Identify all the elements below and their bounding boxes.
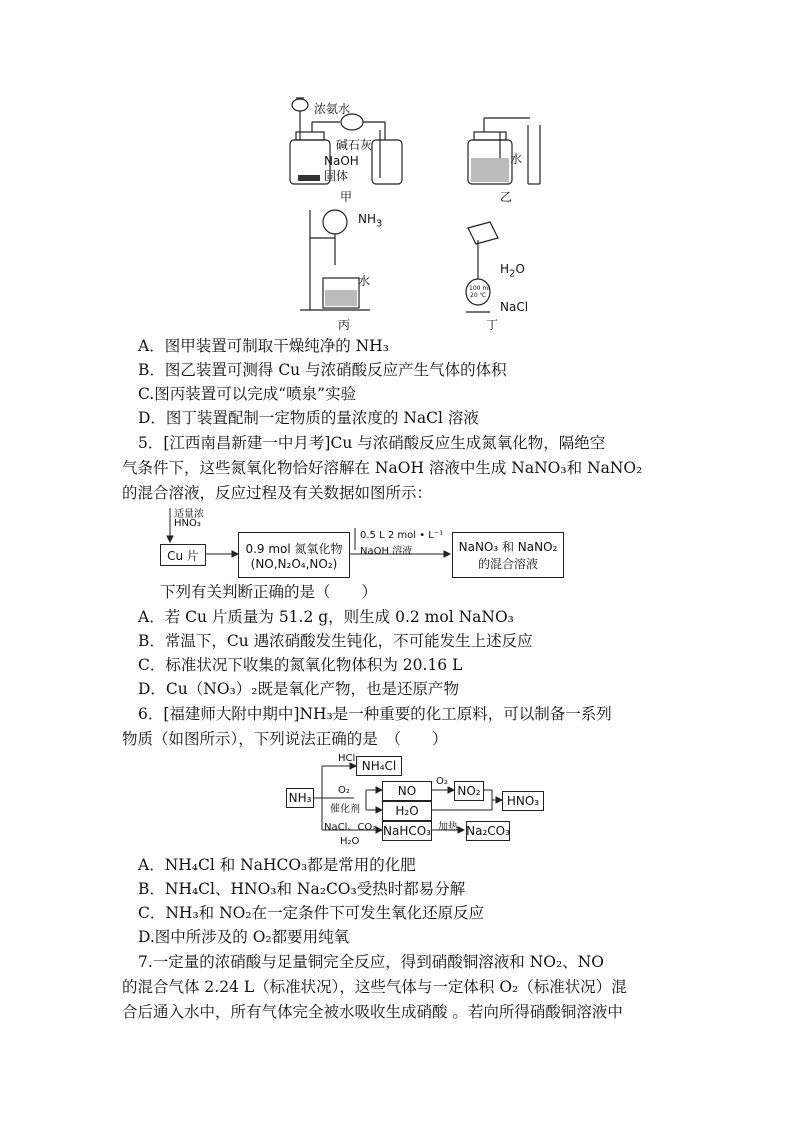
q6-label-nacl-co2: NaCl、CO₂: [324, 822, 377, 833]
q7-stem-3: 合后通入水中，所有气体完全被水吸收生成硝酸 。若向所得硝酸铜溶液中: [122, 1003, 623, 1021]
label-flask-temp: 20 ℃: [470, 292, 487, 299]
q7-stem-1: 7.一定量的浓硝酸与足量铜完全反应，得到硝酸铜溶液和 NO₂、NO: [138, 953, 604, 971]
q6-box-hno3: HNO₃: [502, 791, 544, 811]
label-water-bing: 水: [358, 274, 371, 288]
q6-box-no: NO: [382, 781, 432, 801]
q6-label-h2o-below: H₂O: [340, 836, 360, 847]
label-nacl-ding: NaCl: [500, 300, 529, 314]
q4-option-c: C.图丙装置可以完成“喷泉”实验: [138, 385, 357, 403]
q5-box-nox-line2: (NO,N₂O₄,NO₂): [250, 556, 338, 571]
label-water-yi: 水: [510, 152, 523, 166]
apparatus-figure: [0, 0, 794, 330]
q6-option-a: A．NH₄Cl 和 NaHCO₃都是常用的化肥: [138, 856, 416, 874]
q5-question: 下列有关判断正确的是（ ）: [160, 583, 378, 601]
q5-stem-3: 的混合溶液，反应过程及有关数据如图所示：: [122, 484, 433, 502]
label-naoh: NaOH: [324, 154, 359, 168]
caption-jia: 甲: [340, 190, 353, 204]
q6-box-nh3: NH₃: [286, 788, 314, 808]
label-flask-volume: 100 ml: [469, 285, 490, 292]
q5-box-cu: Cu 片: [160, 544, 206, 566]
label-h2o-ding: $H_2O$: [500, 262, 525, 280]
q6-box-no2: NO₂: [454, 781, 484, 801]
q5-option-a: A．若 Cu 片质量为 51.2 g，则生成 0.2 mol NaNO₃: [138, 608, 514, 626]
q6-box-na2co3: Na₂CO₃: [466, 821, 510, 841]
q5-box-product-line1: NaNO₃ 和 NaNO₂: [458, 540, 558, 554]
label-solid: 固体: [324, 169, 349, 183]
q7-stem-2: 的混合气体 2.24 L（标准状况），这些气体与一定体积 O₂（标准状况）混: [122, 978, 627, 996]
q6-box-h2o: H₂O: [382, 801, 432, 821]
q6-label-o2-mid: O₂: [436, 776, 448, 787]
q6-stem-2: 物质（如图所示），下列说法正确的是 （ ）: [122, 730, 448, 748]
q5-option-c: C．标准状况下收集的氮氧化物体积为 20.16 L: [138, 656, 463, 674]
q6-option-d: D.图中所涉及的 O₂都要用纯氧: [138, 928, 350, 946]
q5-stem-1: 5．[江西南昌新建一中月考]Cu 与浓硝酸反应生成氮氧化物，隔绝空: [138, 434, 606, 452]
q5-option-d: D．Cu（NO₃）₂既是氧化产物，也是还原产物: [138, 680, 459, 698]
q6-box-nh4cl: NH₄Cl: [356, 756, 402, 776]
q5-box-product: [452, 532, 564, 578]
q5-box-nox-line1: 0.9 mol 氮氧化物: [245, 541, 343, 556]
caption-yi: 乙: [500, 190, 513, 204]
q5-stem-2: 气条件下，这些氮氧化物恰好溶解在 NaOH 溶液中生成 NaNO₃和 NaNO₂: [122, 459, 643, 477]
caption-ding: 丁: [486, 318, 499, 332]
q5-option-b: B．常温下，Cu 遇浓硝酸发生钝化，不可能发生上述反应: [138, 632, 533, 650]
q5-reagent-2a: 0.5 L 2 mol • L⁻¹: [360, 530, 444, 541]
q4-option-a: A．图甲装置可制取干燥纯净的 NH₃: [138, 337, 389, 355]
q5-reagent-2b: NaOH 溶液: [360, 546, 413, 557]
q6-label-hcl: HCl: [338, 753, 356, 764]
q6-stem-1: 6．[福建师大附中期中]NH₃是一种重要的化工原料，可以制备一系列: [138, 705, 612, 723]
label-nh3-bing: $NH_3$: [358, 212, 383, 230]
caption-bing: 丙: [338, 318, 351, 332]
q6-label-catalyst: 催化剂: [330, 804, 360, 815]
q6-option-c: C．NH₃和 NO₂在一定条件下可发生氧化还原反应: [138, 904, 485, 922]
label-soda-lime: 碱石灰: [336, 138, 373, 152]
q4-option-b: B．图乙装置可测得 Cu 与浓硝酸反应产生气体的体积: [138, 361, 507, 379]
q5-reagent-1a: 适量浓: [174, 509, 204, 520]
q5-reagent-1b: HNO₃: [174, 518, 201, 529]
q6-label-o2-top: O₂: [338, 785, 350, 796]
q4-option-d: D．图丁装置配制一定物质的量浓度的 NaCl 溶液: [138, 409, 479, 427]
label-ammonia-water: 浓氨水: [314, 102, 351, 116]
q5-box-product-line2: 的混合溶液: [477, 557, 538, 571]
q6-label-heat: 加热: [438, 822, 458, 833]
q5-box-nox: [238, 532, 350, 578]
q6-box-nahco3: NaHCO₃: [382, 821, 432, 841]
q6-option-b: B．NH₄Cl、HNO₃和 Na₂CO₃受热时都易分解: [138, 880, 466, 898]
